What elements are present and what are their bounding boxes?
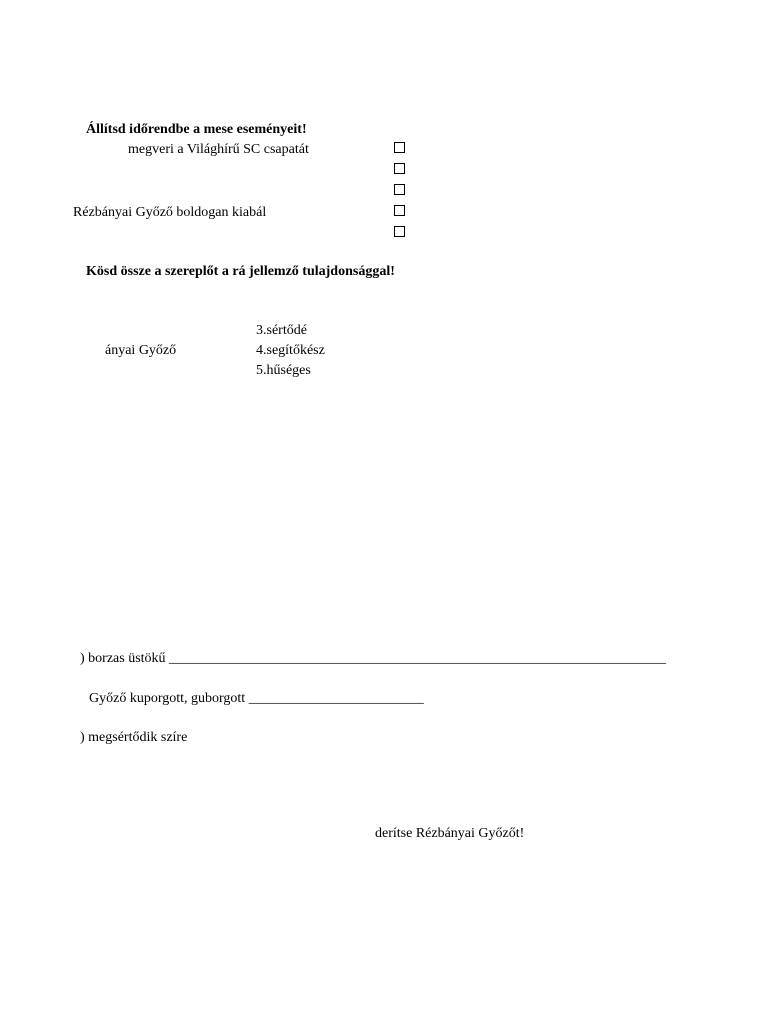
trait-item: 5.hűséges	[256, 363, 311, 378]
ordering-task-heading: Állítsd időrendbe a mese eseményeit!	[86, 122, 307, 137]
order-checkbox-4[interactable]	[394, 205, 405, 216]
event-item-fourth: Rézbányai Győző boldogan kiabál	[73, 205, 267, 220]
fill-line-3-text: ) megsértődik szíre	[80, 730, 188, 745]
trait-item: 3.sértődé	[256, 323, 307, 338]
fill-line-2-blank[interactable]: _________________________	[248, 691, 424, 706]
order-checkbox-2[interactable]	[394, 163, 405, 174]
character-name: ányai Győző	[105, 343, 177, 358]
fill-line-2	[89, 691, 424, 707]
fill-line-1-blank[interactable]: _______________________________________________________________________	[169, 651, 667, 666]
fill-line-2-text: Győző kuporgott, guborgott	[89, 691, 246, 706]
order-checkbox-1[interactable]	[394, 142, 405, 153]
fill-line-1-text: ) borzas üstökű	[80, 651, 166, 666]
trait-item: 4.segítőkész	[256, 343, 325, 358]
order-checkbox-3[interactable]	[394, 184, 405, 195]
footer-text: derítse Rézbányai Győzőt!	[375, 826, 525, 841]
fill-line-1	[80, 651, 666, 667]
matching-task-heading: Kösd össze a szereplőt a rá jellemző tulajdonsággal!	[86, 264, 395, 279]
order-checkbox-5[interactable]	[394, 226, 405, 237]
event-item-first: megveri a Világhírű SC csapatát	[128, 142, 309, 157]
